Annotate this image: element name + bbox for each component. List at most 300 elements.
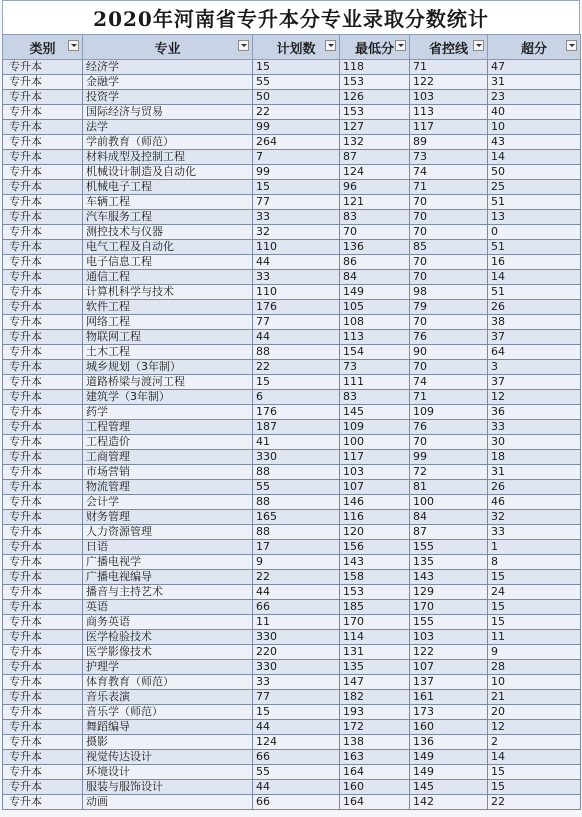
cell-min-score[interactable]: 156 <box>340 540 410 555</box>
cell-control-line[interactable]: 149 <box>410 765 488 780</box>
cell-category[interactable]: 专升本 <box>3 615 83 630</box>
cell-min-score[interactable]: 100 <box>340 435 410 450</box>
cell-plan[interactable]: 264 <box>253 135 340 150</box>
filter-dropdown-icon[interactable] <box>395 40 406 51</box>
cell-control-line[interactable]: 103 <box>410 90 488 105</box>
cell-major[interactable]: 音乐学（师范） <box>83 705 253 720</box>
cell-min-score[interactable]: 127 <box>340 120 410 135</box>
filter-dropdown-icon[interactable] <box>68 40 79 51</box>
cell-category[interactable]: 专升本 <box>3 255 83 270</box>
cell-min-score[interactable]: 164 <box>340 765 410 780</box>
cell-plan[interactable]: 77 <box>253 315 340 330</box>
cell-major[interactable]: 体育教育（师范） <box>83 675 253 690</box>
cell-over-score[interactable]: 0 <box>488 225 581 240</box>
cell-min-score[interactable]: 185 <box>340 600 410 615</box>
cell-min-score[interactable]: 147 <box>340 675 410 690</box>
cell-plan[interactable]: 44 <box>253 255 340 270</box>
cell-plan[interactable]: 77 <box>253 195 340 210</box>
cell-min-score[interactable]: 158 <box>340 570 410 585</box>
cell-control-line[interactable]: 70 <box>410 270 488 285</box>
cell-over-score[interactable]: 14 <box>488 150 581 165</box>
cell-control-line[interactable]: 70 <box>410 210 488 225</box>
cell-plan[interactable]: 22 <box>253 360 340 375</box>
cell-major[interactable]: 广播电视学 <box>83 555 253 570</box>
cell-major[interactable]: 投资学 <box>83 90 253 105</box>
cell-category[interactable]: 专升本 <box>3 300 83 315</box>
cell-control-line[interactable]: 113 <box>410 105 488 120</box>
cell-major[interactable]: 会计学 <box>83 495 253 510</box>
cell-major[interactable]: 物流管理 <box>83 480 253 495</box>
cell-plan[interactable]: 22 <box>253 570 340 585</box>
cell-major[interactable]: 服装与服饰设计 <box>83 780 253 795</box>
cell-over-score[interactable]: 37 <box>488 330 581 345</box>
cell-category[interactable]: 专升本 <box>3 330 83 345</box>
cell-control-line[interactable]: 99 <box>410 450 488 465</box>
cell-category[interactable]: 专升本 <box>3 750 83 765</box>
cell-over-score[interactable]: 28 <box>488 660 581 675</box>
cell-major[interactable]: 计算机科学与技术 <box>83 285 253 300</box>
cell-plan[interactable]: 77 <box>253 690 340 705</box>
cell-control-line[interactable]: 117 <box>410 120 488 135</box>
cell-min-score[interactable]: 121 <box>340 195 410 210</box>
cell-category[interactable]: 专升本 <box>3 450 83 465</box>
cell-over-score[interactable]: 8 <box>488 555 581 570</box>
cell-control-line[interactable]: 122 <box>410 75 488 90</box>
cell-min-score[interactable]: 96 <box>340 180 410 195</box>
cell-category[interactable]: 专升本 <box>3 375 83 390</box>
cell-plan[interactable]: 66 <box>253 600 340 615</box>
cell-min-score[interactable]: 160 <box>340 780 410 795</box>
cell-control-line[interactable]: 109 <box>410 405 488 420</box>
cell-min-score[interactable]: 143 <box>340 555 410 570</box>
cell-min-score[interactable]: 113 <box>340 330 410 345</box>
cell-over-score[interactable]: 31 <box>488 465 581 480</box>
cell-min-score[interactable]: 111 <box>340 375 410 390</box>
cell-over-score[interactable]: 21 <box>488 690 581 705</box>
cell-min-score[interactable]: 182 <box>340 690 410 705</box>
cell-major[interactable]: 城乡规划（3年制） <box>83 360 253 375</box>
cell-min-score[interactable]: 126 <box>340 90 410 105</box>
cell-plan[interactable]: 110 <box>253 285 340 300</box>
cell-plan[interactable]: 88 <box>253 525 340 540</box>
cell-over-score[interactable]: 32 <box>488 510 581 525</box>
cell-over-score[interactable]: 38 <box>488 315 581 330</box>
cell-over-score[interactable]: 33 <box>488 420 581 435</box>
cell-control-line[interactable]: 122 <box>410 645 488 660</box>
cell-control-line[interactable]: 81 <box>410 480 488 495</box>
cell-plan[interactable]: 88 <box>253 345 340 360</box>
cell-category[interactable]: 专升本 <box>3 105 83 120</box>
cell-major[interactable]: 市场营销 <box>83 465 253 480</box>
cell-plan[interactable]: 99 <box>253 120 340 135</box>
cell-major[interactable]: 法学 <box>83 120 253 135</box>
cell-major[interactable]: 学前教育（师范） <box>83 135 253 150</box>
cell-min-score[interactable]: 107 <box>340 480 410 495</box>
cell-min-score[interactable]: 87 <box>340 150 410 165</box>
cell-category[interactable]: 专升本 <box>3 120 83 135</box>
filter-dropdown-icon[interactable] <box>325 40 336 51</box>
cell-plan[interactable]: 124 <box>253 735 340 750</box>
cell-min-score[interactable]: 146 <box>340 495 410 510</box>
cell-major[interactable]: 英语 <box>83 600 253 615</box>
cell-over-score[interactable]: 51 <box>488 195 581 210</box>
cell-min-score[interactable]: 105 <box>340 300 410 315</box>
cell-min-score[interactable]: 149 <box>340 285 410 300</box>
cell-control-line[interactable]: 70 <box>410 255 488 270</box>
cell-plan[interactable]: 187 <box>253 420 340 435</box>
cell-control-line[interactable]: 70 <box>410 315 488 330</box>
cell-category[interactable]: 专升本 <box>3 765 83 780</box>
cell-control-line[interactable]: 155 <box>410 540 488 555</box>
cell-category[interactable]: 专升本 <box>3 720 83 735</box>
cell-category[interactable]: 专升本 <box>3 465 83 480</box>
cell-major[interactable]: 工程管理 <box>83 420 253 435</box>
cell-control-line[interactable]: 70 <box>410 435 488 450</box>
cell-plan[interactable]: 44 <box>253 330 340 345</box>
cell-control-line[interactable]: 142 <box>410 795 488 810</box>
cell-control-line[interactable]: 74 <box>410 165 488 180</box>
cell-category[interactable]: 专升本 <box>3 285 83 300</box>
cell-category[interactable]: 专升本 <box>3 60 83 75</box>
filter-dropdown-icon[interactable] <box>473 40 484 51</box>
cell-plan[interactable]: 32 <box>253 225 340 240</box>
cell-category[interactable]: 专升本 <box>3 90 83 105</box>
cell-major[interactable]: 工商管理 <box>83 450 253 465</box>
cell-plan[interactable]: 33 <box>253 270 340 285</box>
cell-plan[interactable]: 66 <box>253 750 340 765</box>
cell-major[interactable]: 电气工程及自动化 <box>83 240 253 255</box>
cell-control-line[interactable]: 73 <box>410 150 488 165</box>
cell-plan[interactable]: 55 <box>253 75 340 90</box>
cell-category[interactable]: 专升本 <box>3 420 83 435</box>
cell-over-score[interactable]: 10 <box>488 120 581 135</box>
cell-plan[interactable]: 88 <box>253 495 340 510</box>
cell-plan[interactable]: 88 <box>253 465 340 480</box>
cell-min-score[interactable]: 116 <box>340 510 410 525</box>
cell-over-score[interactable]: 64 <box>488 345 581 360</box>
cell-plan[interactable]: 110 <box>253 240 340 255</box>
cell-plan[interactable]: 9 <box>253 555 340 570</box>
cell-min-score[interactable]: 118 <box>340 60 410 75</box>
cell-control-line[interactable]: 84 <box>410 510 488 525</box>
cell-min-score[interactable]: 86 <box>340 255 410 270</box>
cell-min-score[interactable]: 83 <box>340 210 410 225</box>
cell-over-score[interactable]: 12 <box>488 720 581 735</box>
cell-control-line[interactable]: 107 <box>410 660 488 675</box>
cell-major[interactable]: 工程造价 <box>83 435 253 450</box>
cell-control-line[interactable]: 135 <box>410 555 488 570</box>
cell-min-score[interactable]: 103 <box>340 465 410 480</box>
cell-major[interactable]: 舞蹈编导 <box>83 720 253 735</box>
cell-min-score[interactable]: 83 <box>340 390 410 405</box>
cell-category[interactable]: 专升本 <box>3 570 83 585</box>
cell-control-line[interactable]: 155 <box>410 615 488 630</box>
cell-min-score[interactable]: 153 <box>340 105 410 120</box>
cell-major[interactable]: 金融学 <box>83 75 253 90</box>
cell-control-line[interactable]: 98 <box>410 285 488 300</box>
cell-major[interactable]: 护理学 <box>83 660 253 675</box>
cell-control-line[interactable]: 71 <box>410 180 488 195</box>
cell-category[interactable]: 专升本 <box>3 630 83 645</box>
cell-control-line[interactable]: 173 <box>410 705 488 720</box>
cell-plan[interactable]: 17 <box>253 540 340 555</box>
cell-plan[interactable]: 15 <box>253 705 340 720</box>
cell-min-score[interactable]: 109 <box>340 420 410 435</box>
cell-over-score[interactable]: 18 <box>488 450 581 465</box>
cell-min-score[interactable]: 154 <box>340 345 410 360</box>
cell-over-score[interactable]: 40 <box>488 105 581 120</box>
cell-control-line[interactable]: 137 <box>410 675 488 690</box>
cell-over-score[interactable]: 13 <box>488 210 581 225</box>
cell-category[interactable]: 专升本 <box>3 390 83 405</box>
cell-category[interactable]: 专升本 <box>3 345 83 360</box>
cell-over-score[interactable]: 12 <box>488 390 581 405</box>
cell-over-score[interactable]: 26 <box>488 480 581 495</box>
cell-plan[interactable]: 330 <box>253 450 340 465</box>
cell-control-line[interactable]: 149 <box>410 750 488 765</box>
cell-plan[interactable]: 165 <box>253 510 340 525</box>
cell-min-score[interactable]: 132 <box>340 135 410 150</box>
cell-control-line[interactable]: 103 <box>410 630 488 645</box>
cell-min-score[interactable]: 138 <box>340 735 410 750</box>
cell-over-score[interactable]: 33 <box>488 525 581 540</box>
cell-category[interactable]: 专升本 <box>3 495 83 510</box>
cell-over-score[interactable]: 16 <box>488 255 581 270</box>
cell-category[interactable]: 专升本 <box>3 315 83 330</box>
cell-over-score[interactable]: 51 <box>488 240 581 255</box>
cell-control-line[interactable]: 90 <box>410 345 488 360</box>
cell-plan[interactable]: 44 <box>253 780 340 795</box>
cell-min-score[interactable]: 172 <box>340 720 410 735</box>
cell-major[interactable]: 软件工程 <box>83 300 253 315</box>
cell-category[interactable]: 专升本 <box>3 480 83 495</box>
cell-over-score[interactable]: 31 <box>488 75 581 90</box>
cell-control-line[interactable]: 72 <box>410 465 488 480</box>
cell-min-score[interactable]: 117 <box>340 450 410 465</box>
cell-major[interactable]: 医学影像技术 <box>83 645 253 660</box>
cell-category[interactable]: 专升本 <box>3 195 83 210</box>
cell-min-score[interactable]: 136 <box>340 240 410 255</box>
cell-over-score[interactable]: 15 <box>488 765 581 780</box>
cell-category[interactable]: 专升本 <box>3 600 83 615</box>
cell-category[interactable]: 专升本 <box>3 645 83 660</box>
cell-over-score[interactable]: 30 <box>488 435 581 450</box>
cell-control-line[interactable]: 100 <box>410 495 488 510</box>
cell-plan[interactable]: 66 <box>253 795 340 810</box>
cell-plan[interactable]: 55 <box>253 480 340 495</box>
cell-plan[interactable]: 15 <box>253 60 340 75</box>
cell-major[interactable]: 摄影 <box>83 735 253 750</box>
cell-major[interactable]: 人力资源管理 <box>83 525 253 540</box>
cell-plan[interactable]: 50 <box>253 90 340 105</box>
cell-major[interactable]: 动画 <box>83 795 253 810</box>
cell-major[interactable]: 财务管理 <box>83 510 253 525</box>
cell-over-score[interactable]: 50 <box>488 165 581 180</box>
cell-over-score[interactable]: 15 <box>488 600 581 615</box>
cell-min-score[interactable]: 84 <box>340 270 410 285</box>
cell-category[interactable]: 专升本 <box>3 435 83 450</box>
cell-control-line[interactable]: 160 <box>410 720 488 735</box>
cell-major[interactable]: 播音与主持艺术 <box>83 585 253 600</box>
cell-plan[interactable]: 11 <box>253 615 340 630</box>
cell-control-line[interactable]: 87 <box>410 525 488 540</box>
cell-plan[interactable]: 7 <box>253 150 340 165</box>
cell-over-score[interactable]: 37 <box>488 375 581 390</box>
cell-control-line[interactable]: 170 <box>410 600 488 615</box>
cell-category[interactable]: 专升本 <box>3 735 83 750</box>
cell-category[interactable]: 专升本 <box>3 585 83 600</box>
cell-over-score[interactable]: 26 <box>488 300 581 315</box>
cell-control-line[interactable]: 129 <box>410 585 488 600</box>
cell-over-score[interactable]: 20 <box>488 705 581 720</box>
cell-category[interactable]: 专升本 <box>3 675 83 690</box>
cell-over-score[interactable]: 43 <box>488 135 581 150</box>
cell-min-score[interactable]: 163 <box>340 750 410 765</box>
cell-major[interactable]: 电子信息工程 <box>83 255 253 270</box>
cell-category[interactable]: 专升本 <box>3 555 83 570</box>
cell-category[interactable]: 专升本 <box>3 405 83 420</box>
cell-major[interactable]: 商务英语 <box>83 615 253 630</box>
cell-category[interactable]: 专升本 <box>3 75 83 90</box>
cell-major[interactable]: 网络工程 <box>83 315 253 330</box>
cell-plan[interactable]: 33 <box>253 675 340 690</box>
cell-control-line[interactable]: 143 <box>410 570 488 585</box>
cell-min-score[interactable]: 193 <box>340 705 410 720</box>
cell-over-score[interactable]: 15 <box>488 570 581 585</box>
cell-control-line[interactable]: 79 <box>410 300 488 315</box>
filter-dropdown-icon[interactable] <box>566 40 577 51</box>
cell-control-line[interactable]: 76 <box>410 330 488 345</box>
cell-plan[interactable]: 176 <box>253 300 340 315</box>
cell-major[interactable]: 医学检验技术 <box>83 630 253 645</box>
cell-major[interactable]: 道路桥梁与渡河工程 <box>83 375 253 390</box>
cell-over-score[interactable]: 3 <box>488 360 581 375</box>
cell-control-line[interactable]: 85 <box>410 240 488 255</box>
cell-over-score[interactable]: 15 <box>488 615 581 630</box>
cell-major[interactable]: 经济学 <box>83 60 253 75</box>
cell-category[interactable]: 专升本 <box>3 660 83 675</box>
cell-major[interactable]: 日语 <box>83 540 253 555</box>
cell-major[interactable]: 广播电视编导 <box>83 570 253 585</box>
cell-plan[interactable]: 6 <box>253 390 340 405</box>
cell-plan[interactable]: 22 <box>253 105 340 120</box>
cell-major[interactable]: 视觉传达设计 <box>83 750 253 765</box>
cell-over-score[interactable]: 15 <box>488 780 581 795</box>
cell-control-line[interactable]: 89 <box>410 135 488 150</box>
cell-major[interactable]: 测控技术与仪器 <box>83 225 253 240</box>
cell-plan[interactable]: 15 <box>253 375 340 390</box>
cell-major[interactable]: 材料成型及控制工程 <box>83 150 253 165</box>
cell-category[interactable]: 专升本 <box>3 165 83 180</box>
cell-control-line[interactable]: 136 <box>410 735 488 750</box>
cell-major[interactable]: 药学 <box>83 405 253 420</box>
cell-control-line[interactable]: 71 <box>410 60 488 75</box>
cell-control-line[interactable]: 70 <box>410 195 488 210</box>
cell-category[interactable]: 专升本 <box>3 360 83 375</box>
cell-min-score[interactable]: 153 <box>340 75 410 90</box>
cell-over-score[interactable]: 24 <box>488 585 581 600</box>
cell-over-score[interactable]: 25 <box>488 180 581 195</box>
cell-min-score[interactable]: 131 <box>340 645 410 660</box>
cell-plan[interactable]: 330 <box>253 660 340 675</box>
cell-category[interactable]: 专升本 <box>3 540 83 555</box>
cell-over-score[interactable]: 14 <box>488 750 581 765</box>
cell-plan[interactable]: 99 <box>253 165 340 180</box>
cell-major[interactable]: 车辆工程 <box>83 195 253 210</box>
cell-major[interactable]: 汽车服务工程 <box>83 210 253 225</box>
cell-over-score[interactable]: 47 <box>488 60 581 75</box>
cell-plan[interactable]: 15 <box>253 180 340 195</box>
cell-min-score[interactable]: 70 <box>340 225 410 240</box>
cell-over-score[interactable]: 9 <box>488 645 581 660</box>
cell-control-line[interactable]: 161 <box>410 690 488 705</box>
cell-plan[interactable]: 55 <box>253 765 340 780</box>
cell-category[interactable]: 专升本 <box>3 225 83 240</box>
cell-min-score[interactable]: 164 <box>340 795 410 810</box>
cell-control-line[interactable]: 70 <box>410 225 488 240</box>
cell-min-score[interactable]: 145 <box>340 405 410 420</box>
cell-min-score[interactable]: 170 <box>340 615 410 630</box>
cell-major[interactable]: 音乐表演 <box>83 690 253 705</box>
cell-min-score[interactable]: 135 <box>340 660 410 675</box>
cell-category[interactable]: 专升本 <box>3 795 83 810</box>
cell-category[interactable]: 专升本 <box>3 510 83 525</box>
cell-plan[interactable]: 44 <box>253 585 340 600</box>
cell-over-score[interactable]: 23 <box>488 90 581 105</box>
cell-over-score[interactable]: 11 <box>488 630 581 645</box>
cell-over-score[interactable]: 14 <box>488 270 581 285</box>
cell-over-score[interactable]: 22 <box>488 795 581 810</box>
cell-major[interactable]: 物联网工程 <box>83 330 253 345</box>
cell-min-score[interactable]: 108 <box>340 315 410 330</box>
cell-over-score[interactable]: 36 <box>488 405 581 420</box>
cell-major[interactable]: 环境设计 <box>83 765 253 780</box>
cell-plan[interactable]: 220 <box>253 645 340 660</box>
cell-over-score[interactable]: 10 <box>488 675 581 690</box>
cell-over-score[interactable]: 51 <box>488 285 581 300</box>
cell-min-score[interactable]: 153 <box>340 585 410 600</box>
cell-major[interactable]: 机械电子工程 <box>83 180 253 195</box>
cell-over-score[interactable]: 1 <box>488 540 581 555</box>
cell-control-line[interactable]: 76 <box>410 420 488 435</box>
cell-category[interactable]: 专升本 <box>3 210 83 225</box>
cell-major[interactable]: 通信工程 <box>83 270 253 285</box>
cell-category[interactable]: 专升本 <box>3 135 83 150</box>
cell-plan[interactable]: 44 <box>253 720 340 735</box>
cell-category[interactable]: 专升本 <box>3 705 83 720</box>
cell-min-score[interactable]: 114 <box>340 630 410 645</box>
cell-plan[interactable]: 33 <box>253 210 340 225</box>
filter-dropdown-icon[interactable] <box>238 40 249 51</box>
cell-control-line[interactable]: 70 <box>410 360 488 375</box>
cell-control-line[interactable]: 71 <box>410 390 488 405</box>
cell-category[interactable]: 专升本 <box>3 180 83 195</box>
cell-over-score[interactable]: 2 <box>488 735 581 750</box>
cell-plan[interactable]: 41 <box>253 435 340 450</box>
cell-plan[interactable]: 330 <box>253 630 340 645</box>
cell-min-score[interactable]: 73 <box>340 360 410 375</box>
cell-category[interactable]: 专升本 <box>3 690 83 705</box>
cell-min-score[interactable]: 120 <box>340 525 410 540</box>
cell-major[interactable]: 机械设计制造及自动化 <box>83 165 253 180</box>
cell-plan[interactable]: 176 <box>253 405 340 420</box>
cell-major[interactable]: 国际经济与贸易 <box>83 105 253 120</box>
cell-category[interactable]: 专升本 <box>3 240 83 255</box>
cell-control-line[interactable]: 74 <box>410 375 488 390</box>
cell-major[interactable]: 建筑学（3年制） <box>83 390 253 405</box>
cell-category[interactable]: 专升本 <box>3 270 83 285</box>
cell-major[interactable]: 土木工程 <box>83 345 253 360</box>
